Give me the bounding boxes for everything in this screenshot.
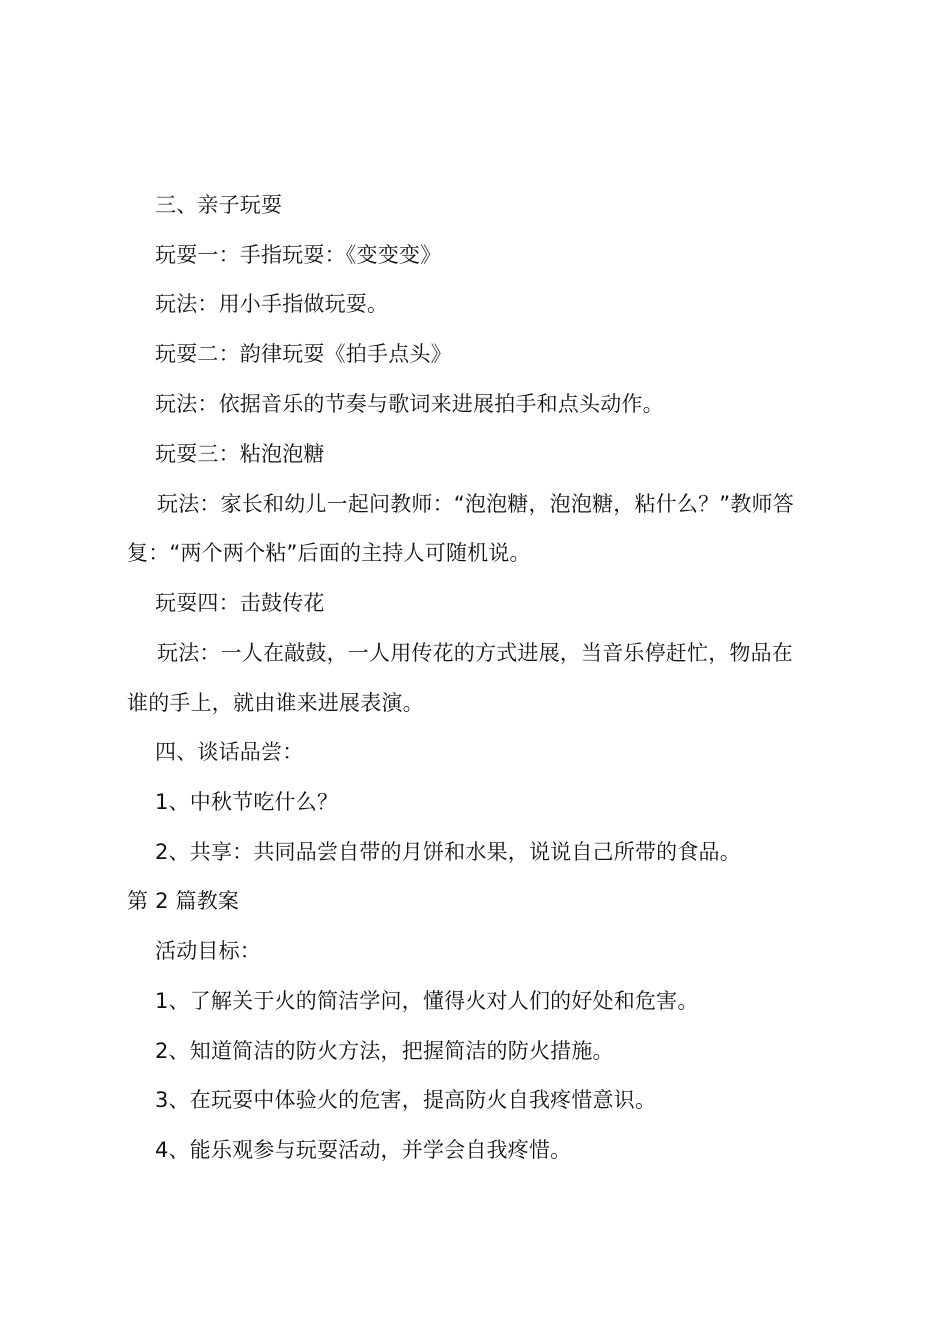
game-three-rules-line-2: 复：“两个两个粘”后面的主持人可随机说。 bbox=[127, 541, 531, 565]
game-three-title: 玩耍三：粘泡泡糖 bbox=[155, 442, 325, 466]
game-four-rules-line-2: 谁的手上，就由谁来进展表演。 bbox=[127, 691, 424, 715]
section-heading-talk-and-taste: 四、谈话品尝： bbox=[155, 740, 304, 764]
game-four-rules-line-1: 玩法：一人在敲鼓，一人用传花的方式进展，当音乐停赶忙，物品在 bbox=[157, 641, 793, 665]
goal-item-3: 3、在玩耍中体验火的危害，提高防火自我疼惜意识。 bbox=[155, 1088, 657, 1112]
goal-item-4: 4、能乐观参与玩耍活动，并学会自我疼惜。 bbox=[155, 1138, 572, 1162]
talk-item-1: 1、中秋节吃什么？ bbox=[155, 790, 339, 814]
goal-item-1: 1、了解关于火的简洁学问，懂得火对人们的好处和危害。 bbox=[155, 989, 699, 1013]
talk-item-2: 2、共享：共同品尝自带的月饼和水果，说说自己所带的食品。 bbox=[155, 840, 741, 864]
game-one-title: 玩耍一：手指玩耍：《变变变》 bbox=[155, 243, 442, 267]
game-three-rules-line-1: 玩法：家长和幼儿一起问教师：“泡泡糖，泡泡糖，粘什么？”教师答 bbox=[157, 492, 794, 516]
game-two-title: 玩耍二：韵律玩耍《拍手点头》 bbox=[155, 342, 452, 366]
activity-goals-heading: 活动目标： bbox=[155, 939, 261, 963]
lesson-plan-heading: 第 2 篇教案 bbox=[127, 889, 240, 913]
goal-item-2: 2、知道简洁的防火方法，把握简洁的防火措施。 bbox=[155, 1039, 614, 1063]
game-one-rules: 玩法：用小手指做玩耍。 bbox=[155, 292, 389, 316]
game-four-title: 玩耍四：击鼓传花 bbox=[155, 591, 325, 615]
section-heading-parent-child-games: 三、亲子玩耍 bbox=[155, 193, 283, 217]
game-two-rules: 玩法：依据音乐的节奏与歌词来进展拍手和点头动作。 bbox=[155, 392, 664, 416]
